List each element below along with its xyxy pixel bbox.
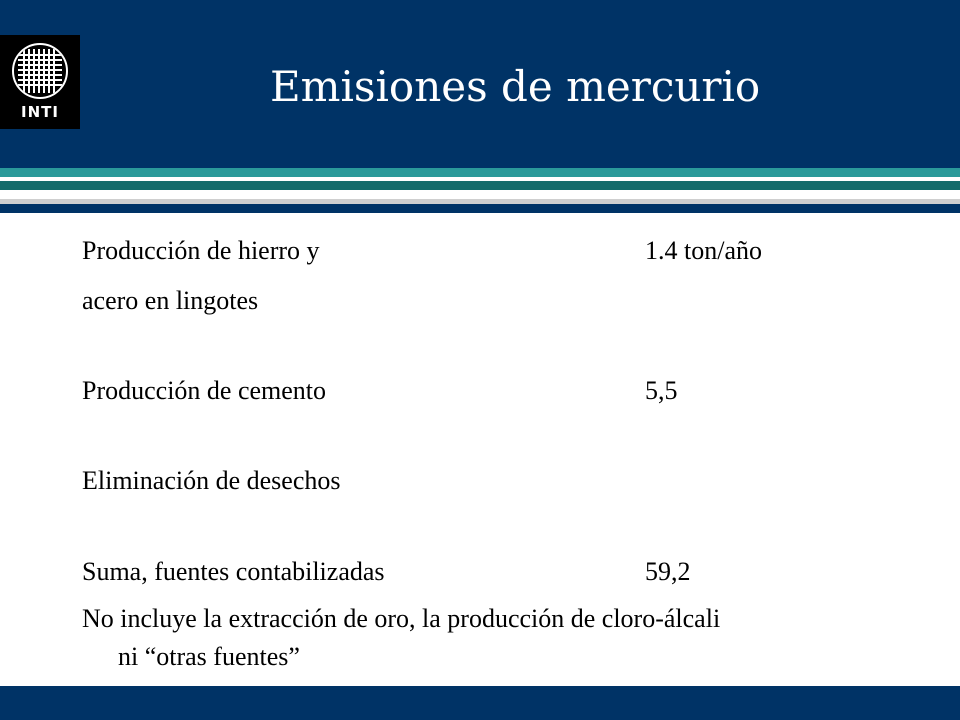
row-label-iron-steel-cont: acero en lingotes bbox=[82, 286, 259, 315]
slide-header bbox=[0, 0, 960, 168]
row-value-iron-steel: 1.4 ton/año bbox=[645, 236, 762, 265]
note-line-1: No incluye la extracción de oro, la producción de cloro-álcali bbox=[82, 604, 721, 633]
stripe-navy bbox=[0, 204, 960, 213]
slide-footer bbox=[0, 686, 960, 720]
row-label-sum: Suma, fuentes contabilizadas bbox=[82, 557, 385, 586]
stripe-white-2 bbox=[0, 190, 960, 199]
stripe-teal bbox=[0, 168, 960, 177]
stripe-dark-teal bbox=[0, 181, 960, 190]
row-value-sum: 59,2 bbox=[645, 557, 691, 586]
row-value-cement: 5,5 bbox=[645, 376, 678, 405]
note-line-2: ni “otras fuentes” bbox=[118, 642, 300, 671]
row-label-cement: Producción de cemento bbox=[82, 376, 327, 405]
inti-logo bbox=[0, 35, 80, 129]
globe-grid-icon bbox=[12, 43, 68, 99]
row-label-iron-steel: Producción de hierro y bbox=[82, 236, 320, 265]
logo-text: INTI bbox=[21, 103, 59, 121]
row-label-waste: Eliminación de desechos bbox=[82, 466, 341, 495]
slide-title: Emisiones de mercurio bbox=[270, 62, 761, 111]
